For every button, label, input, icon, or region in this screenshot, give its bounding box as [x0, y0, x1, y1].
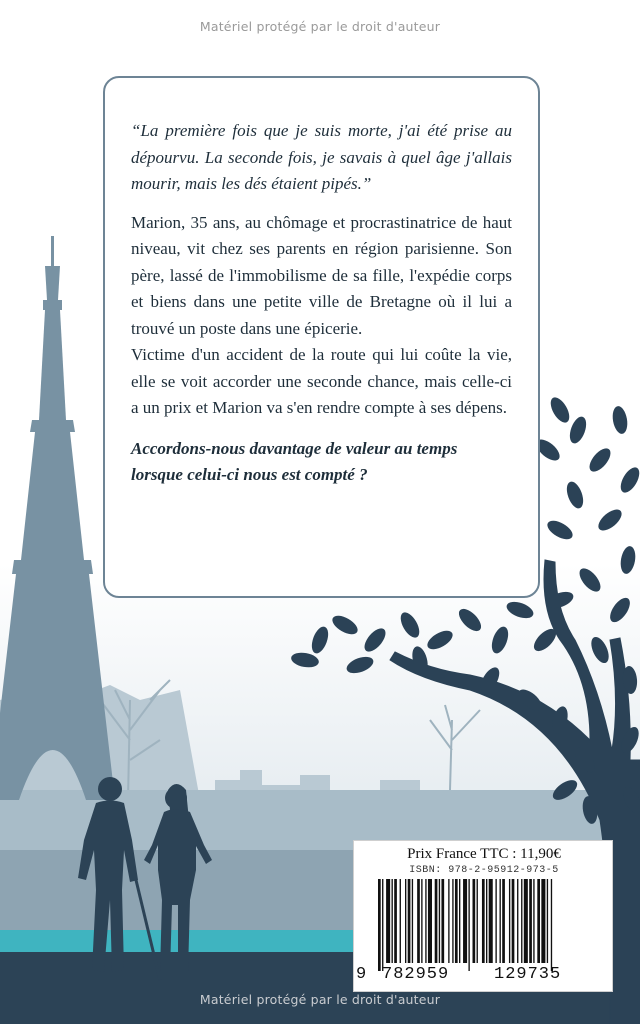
barcode-bar: [512, 879, 515, 963]
barcode-right-digits: 129735: [494, 965, 562, 984]
price-label: Prix France TTC : 11,90€: [407, 846, 561, 862]
barcode-bar: [428, 879, 432, 963]
barcode-bar: [509, 879, 510, 963]
barcode-first-digit: 9: [356, 965, 367, 984]
barcode-left-digits: 782959: [382, 965, 450, 984]
barcode-bar: [378, 879, 381, 971]
barcode-bar: [394, 879, 397, 963]
barcode-bar: [495, 879, 496, 963]
barcode-bar: [521, 879, 522, 963]
barcode-bar: [441, 879, 444, 963]
blurb-quote: “La première fois que je suis morte, j'ai été prise au dépourvu. La seconde fois, je savais à quel âge j'allais mourir, mais les dés étaient pipés.”: [131, 121, 512, 193]
isbn-label: ISBN: 978-2-95912-973-5: [409, 865, 559, 876]
blurb-paragraph-2: Victime d'un accident de la route qui lui coûte la vie, elle se voit accorder une seconde chance, mais celle-ci a un prix et Marion va s'en rendre compte à ses dépens.: [131, 345, 512, 417]
barcode-bar: [502, 879, 505, 963]
copyright-watermark-top: Matériel protégé par le droit d'auteur: [199, 19, 441, 34]
barcode-bar: [452, 879, 453, 963]
barcode-bar: [459, 879, 460, 963]
barcode-bar: [417, 879, 420, 963]
barcode-bar: [517, 879, 518, 963]
barcode-bar: [405, 879, 406, 963]
barcode-bar: [533, 879, 534, 963]
barcode-bar: [524, 879, 528, 963]
barcode-bar: [382, 879, 383, 971]
price-barcode-box: [353, 840, 613, 992]
barcode-bar: [408, 879, 411, 963]
barcode-bar: [541, 879, 545, 963]
barcode-bar: [412, 879, 413, 963]
barcode-bar: [473, 879, 476, 963]
barcode-bar: [386, 879, 390, 963]
barcode: [368, 879, 600, 971]
barcode-bar: [400, 879, 401, 963]
blurb-closing-question: Accordons-nous davantage de valeur au temps lorsque celui-ci nous est compté ?: [131, 438, 458, 484]
barcode-bar: [392, 879, 393, 963]
barcode-bar: [425, 879, 426, 963]
barcode-bar: [547, 879, 548, 963]
barcode-bar: [455, 879, 458, 963]
barcode-bar: [448, 879, 449, 963]
copyright-watermark-bottom: Matériel protégé par le droit d'auteur: [199, 992, 441, 1007]
back-cover-blurb: [103, 76, 540, 598]
barcode-bar: [537, 879, 540, 963]
barcode-bar: [482, 879, 485, 963]
barcode-bar: [529, 879, 532, 963]
blurb-paragraph-1: Marion, 35 ans, au chômage et procrastinatrice de haut niveau, vit chez ses parents en région parisienne. Son père, lassé de l'immobilisme de sa fille, l'expédie corps et biens dans une petite ville de Bretagne où il lui a trouvé un poste dans une épicerie.: [131, 212, 512, 338]
barcode-bar: [421, 879, 422, 963]
barcode-bar: [435, 879, 438, 963]
barcode-bar: [551, 879, 552, 971]
barcode-bar: [439, 879, 440, 963]
barcode-bar: [486, 879, 487, 963]
barcode-bar: [500, 879, 501, 963]
barcode-bar: [463, 879, 467, 963]
barcode-bar: [468, 879, 469, 971]
barcode-bar: [477, 879, 478, 963]
barcode-bar: [489, 879, 493, 963]
